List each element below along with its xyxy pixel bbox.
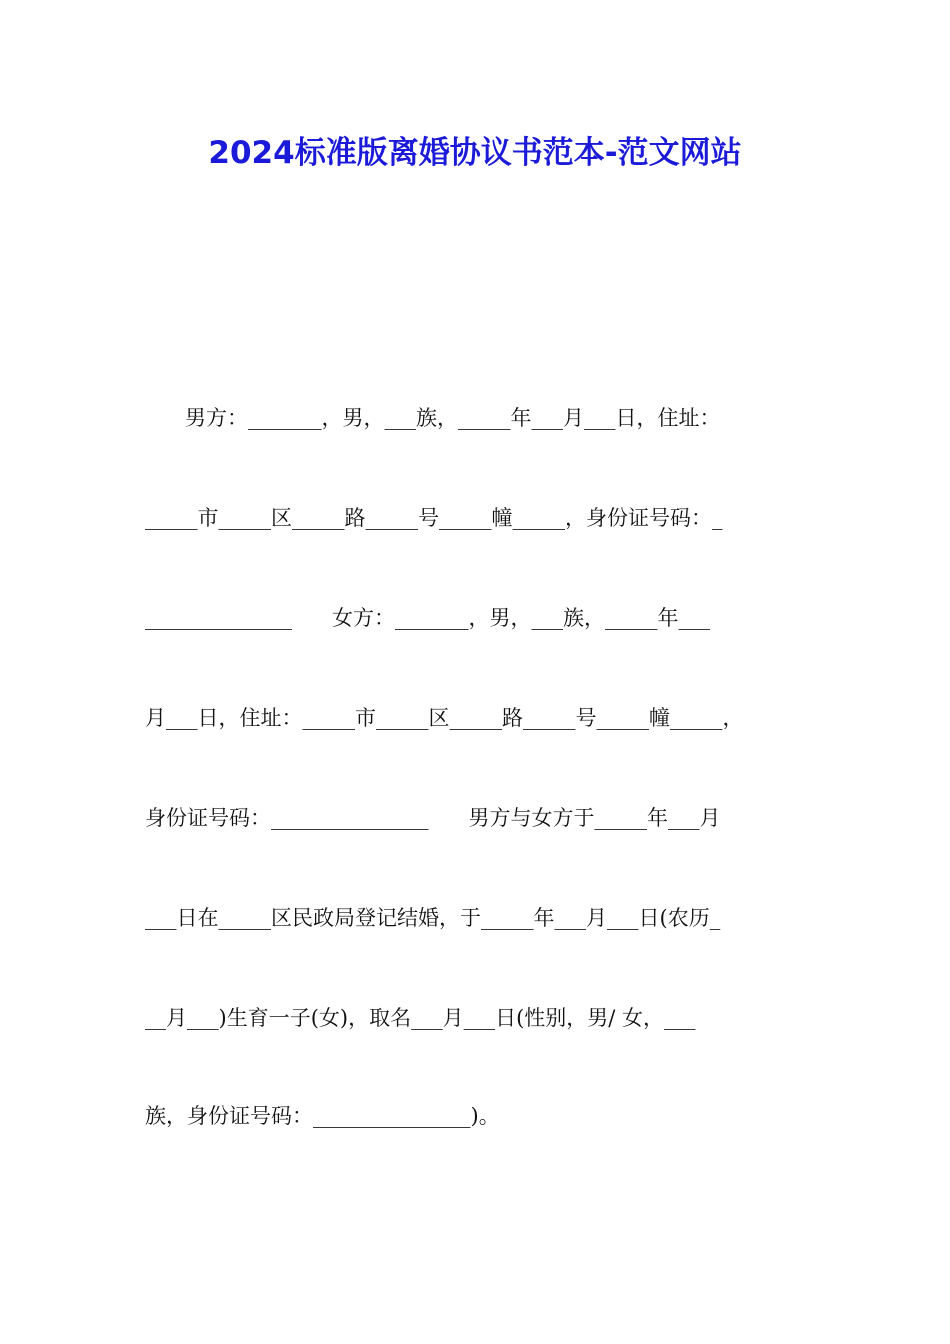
- agreement-line-1: 男方：_______，男，___族，_____年___月___日，住址：: [145, 406, 721, 430]
- document-title: 2024标准版离婚协议书范本-范文网站: [208, 135, 742, 171]
- agreement-line-8: 族，身份证号码：_______________)。: [145, 1104, 500, 1128]
- agreement-line-2: _____市_____区_____路_____号_____幢_____，身份证号码：_: [145, 506, 723, 530]
- agreement-line-5: 身份证号码：_______________ 男方与女方于_____年___月: [145, 806, 721, 830]
- agreement-line-3: ______________ 女方：_______，男，___族，_____年___: [145, 606, 711, 630]
- agreement-line-4: 月___日，住址：_____市_____区_____路_____号_____幢_____，: [145, 706, 744, 730]
- agreement-line-7: __月___)生育一子(女)，取名___月___日(性别，男/ 女，___: [145, 1006, 696, 1030]
- agreement-line-6: ___日在_____区民政局登记结婚，于_____年___月___日(农历_: [145, 906, 721, 930]
